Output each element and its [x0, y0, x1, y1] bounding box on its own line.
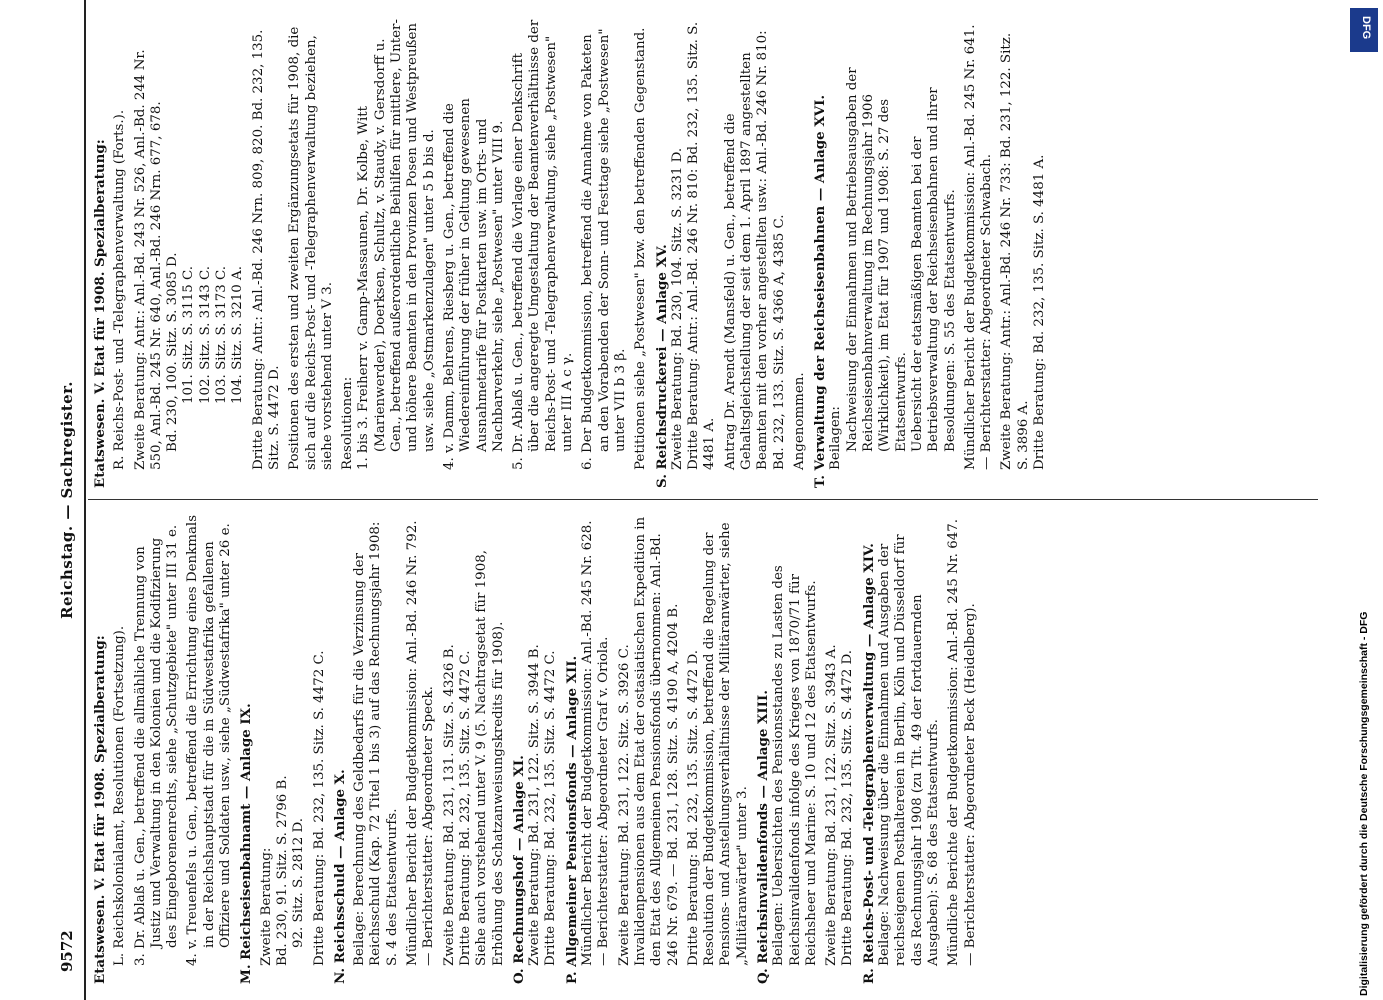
entry-text: Dritte Beratung: Bd. 232, 135. Sitz. S. 4481 A.: [1032, 154, 1048, 470]
entry-text: Beilage: Nachweisung über die Einnahmen und Ausgaben der reichseigenen Posthaltereien in Berlin, Köln und Düsseldorf für das Rechnungsjahr 1908 (zu Tit. 49 der fortdauernden Ausgaben): S. 68 des Etatsentwurfs.: [877, 534, 941, 966]
section-heading: Etatswesen. V. Etat für 1908. Spezialberatung:: [92, 635, 108, 984]
running-title: Reichstag. — Sachregister.: [58, 381, 76, 619]
left-column: [92, 514, 1322, 984]
entry-text: 5. Dr. Ablaß u. Gen., betreffend die Vorlage einer Denkschrift über die angeregte Umgestaltung der Beamtenverhältnisse der Reichs-Post- und -Telegraphenverwaltung, siehe „Postwesen" unter III A c γ.: [511, 19, 576, 470]
entry-text: 3. Dr. Ablaß u. Gen., betreffend die allmähliche Trennung von Justiz und Verwaltung in den Kolonien und die Kodifizierung des Eingeborenenrechts, siehe „Schutzgebiete" unter III 31 e.: [132, 524, 181, 966]
entry-text: Bd. 230, 91. Sitz. S. 2796 B.: [274, 775, 290, 966]
entry-text: Zweite Beratung: Bd. 230, 104. Sitz. S. 3231 D.: [669, 147, 685, 470]
subsection-heading: R. Reichs-Post- und -Telegraphenverwaltung (Forts.).: [112, 109, 128, 470]
entry-heading: O. Rechnungshof — Anlage XI.: [510, 755, 527, 984]
entry-text: Resolutionen:: [340, 376, 356, 470]
digitization-notice: Digitalisierung gefördert durch die Deutsche Forschungsgemeinschaft - DFG: [1358, 611, 1370, 996]
entry-text: Bd. 230, 100. Sitz. S. 3085 D.: [165, 252, 181, 452]
entry-text: Mündlicher Bericht der Budgetkommission: Anl.-Bd. 245 Nr. 641. — Berichterstatter: Abgeordneter Schwabach.: [962, 24, 995, 470]
entry-text: Beilage: Berechnung des Geldbedarfs für die Verzinsung der Reichsschuld (Kap. 72 Titel 1 bis 3) auf das Rechnungsjahr 1908: S. 4 des Etatsentwurfs.: [352, 521, 400, 966]
entry-text: Zweite Beratung: Bd. 231, 122. Sitz. S. 3943 A.: [824, 644, 840, 966]
entry-text: Zweite Beratung:: [258, 847, 274, 966]
entry-text: Dritte Beratung: Antr.: Anl.-Bd. 246 Nrn. 809, 820. Bd. 232, 135. Sitz. S. 4472 D.: [250, 29, 282, 470]
entry-text: Dritte Beratung: Bd. 232, 135. Sitz. S. 4472 C.: [457, 650, 473, 966]
entry-text: Invalidenpensionen aus dem Etat der ostasiatischen Expedition in den Etat des Allgemeinen Pensionsfonds übernommen: Anl.-Bd. 246 Nr. 679. — Bd. 231, 128. Sitz. S. 4190 A, 4204 B.: [632, 516, 681, 966]
entry-text: 4. v. Damm, Behrens, Riesberg u. Gen., betreffend die Wiedereinführung der früher in Geltung gewesenen Ausnahmetarife für Postkarten usw. im Orts- und Nachbarverkehr, siehe „Postwesen" unter VIII 9.: [441, 98, 506, 470]
entry-heading: P. Allgemeiner Pensionsfonds — Anlage XII.: [563, 655, 580, 984]
entry-text: Zweite Beratung: Antr.: Anl.-Bd. 246 Nr. 733: Bd. 231, 122. Sitz. S. 3896 A.: [999, 32, 1031, 470]
entry-text: Dritte Beratung: Bd. 232, 135. Sitz. S. 4472 D.: [840, 649, 856, 966]
entry-text: 104. Sitz. S. 3210 A.: [230, 266, 246, 404]
entry-heading: T. Verwaltung der Reichseisenbahnen — Anlage XVI.: [812, 94, 829, 488]
entry-text: Zweite Beratung: Bd. 231, 131. Sitz. S. 4326 B.: [441, 644, 457, 966]
entry-text: Uebersicht der etatsmäßigen Beamten bei der Betriebsverwaltung der Reichseisenbahnen und ihrer Besoldungen: S. 55 des Etatsentwurfs.: [909, 87, 958, 452]
entry-text: 92. Sitz. S. 2812 D.: [291, 817, 307, 948]
entry-text: Mündliche Berichte der Budgetkommission: Anl.-Bd. 245 Nr. 647. — Berichterstatter: Abgeordneter Beck (Heidelberg).: [946, 518, 978, 966]
section-heading: Etatswesen. V. Etat für 1908. Spezialberatung:: [92, 139, 108, 488]
entry-text: Nachweisung der Einnahmen und Betriebsausgaben der Reichseisenbahnverwaltung im Rechnungsjahr 1906 (Wirklichkeit), im Etat für 1907 und 1908: S. 27 des Etatsentwurfs.: [844, 67, 909, 452]
entry-text: Antrag Dr. Arendt (Mansfeld) u. Gen., betreffend die Gehaltsgleichstellung der seit dem 1. April 1897 angestellten Beamten mit den vorher angestellten usw.: Anl.-Bd. 246 Nr. 810: Bd. 232, 133. Sitz. S. 4366 A, 4385 C.: [722, 30, 787, 470]
entry-text: Beilagen:: [828, 406, 844, 470]
entry-text: 4. v. Treuenfels u. Gen., betreffend die Errichtung eines Denkmals in der Reichshauptstadt für die in Südwestafrika gefallenen Offiziere und Soldaten usw., siehe „Südwestafrika" unter 26 e.: [185, 514, 234, 966]
entry-text: 1. bis 3. Freiherr v. Gamp-Massaunen, Dr. Kolbe, Witt (Marienwerder), Doerksen, Schultz, v. Staudy, v. Gersdorff u. Gen., betreffend außerordentliche Beihilfen für mittlere, Unter- und höhere Beamten in den Provinzen Posen und Westpreußen usw. siehe „Ostmarkenzulagen" unter 5 b bis d.: [356, 19, 437, 470]
dfg-logo: DFG: [1350, 8, 1378, 52]
entry-text: Siehe auch vorstehend unter V. 9 (5. Nachtragsetat für 1908, Erhöhung des Schatzanweisungskredits für 1908).: [474, 550, 506, 966]
page-number: 9572: [58, 930, 76, 972]
entry-text: Dritte Beratung: Antr.: Anl.-Bd. 246 Nr. 810: Bd. 232, 135. Sitz. S. 4481 A.: [686, 21, 718, 470]
entry-text: 102. Sitz. S. 3143 C.: [197, 265, 213, 404]
entry-text: Mündlicher Bericht der Budgetkommission: Anl.-Bd. 245 Nr. 628. — Berichterstatter: Abgeordneter Graf v. Oriola.: [580, 520, 612, 966]
right-column: [92, 18, 1322, 488]
entry-text: Angenommen.: [791, 372, 807, 470]
entry-text: Dritte Beratung: Bd. 232, 135. Sitz. S. 4472 C.: [311, 650, 327, 966]
entry-text: Positionen des ersten und zweiten Ergänzungsetats für 1908, die sich auf die Reichs-Post- und -Telegraphenverwaltung beziehen, siehe vorstehend unter V 3.: [287, 26, 335, 470]
entry-heading: M. Reichseisenbahnamt — Anlage IX.: [238, 703, 255, 984]
entry-text: Zweite Beratung: Bd. 231, 122. Sitz. S. 3926 C.: [616, 644, 632, 966]
header-rule: [84, 0, 86, 1000]
entry-text: Resolution der Budgetkommission, betreffend die Regelung der Pensions- und Anstellungsverhältnisse der Militäranwärter, siehe „Militäranwärter" unter 3.: [702, 522, 750, 966]
column-divider: [88, 499, 1318, 500]
entry-text: Petitionen siehe „Postwesen" bzw. den betreffenden Gegenstand.: [633, 27, 649, 470]
entry-heading: Q. Reichsinvalidenfonds — Anlage XIII.: [754, 690, 771, 984]
entry-text: Zweite Beratung: Antr.: Anl.-Bd. 243 Nr. 526, Anl.-Bd. 244 Nr. 550, Anl.-Bd. 245 Nr. 640, Anl.-Bd. 246 Nrn. 677, 678.: [132, 49, 164, 470]
entry-text: 103. Sitz. S. 3173 C.: [214, 265, 230, 404]
entry-heading: R. Reichs-Post- und -Telegraphenverwaltung — Anlage XIV.: [860, 543, 877, 984]
entry-text: Dritte Beratung: Bd. 232, 135. Sitz. S. 4472 C.: [543, 650, 559, 966]
entry-text: Zweite Beratung: Bd. 231, 122. Sitz. S. 3944 B.: [527, 644, 543, 966]
subsection-heading: L. Reichskolonialamt, Resolutionen (Fortsetzung).: [112, 625, 128, 966]
entry-text: Dritte Beratung: Bd. 232, 135. Sitz. S. 4472 D.: [685, 649, 701, 966]
entry-text: 101. Sitz. S. 3115 C.: [181, 265, 197, 404]
entry-text: Beilagen: Uebersichten des Pensionsstandes zu Lasten des Reichsinvalidenfonds infolge des Krieges von 1870/71 für Reichsheer und Marine: S. 10 und 12 des Etatsentwurfs.: [771, 565, 819, 966]
entry-heading: N. Reichsschuld — Anlage X.: [331, 769, 348, 984]
entry-text: Mündlicher Bericht der Budgetkommission: Anl.-Bd. 246 Nr. 792. — Berichterstatter: Abgeordneter Speck.: [405, 520, 437, 966]
entry-text: 6. Der Budgetkommission, betreffend die Annahme von Paketen an den Vorabenden der Sonn- und Festtage siehe „Postwesen" unter VII b 3 β.: [580, 28, 628, 470]
entry-heading: S. Reichsdruckerei — Anlage XV.: [653, 244, 670, 488]
